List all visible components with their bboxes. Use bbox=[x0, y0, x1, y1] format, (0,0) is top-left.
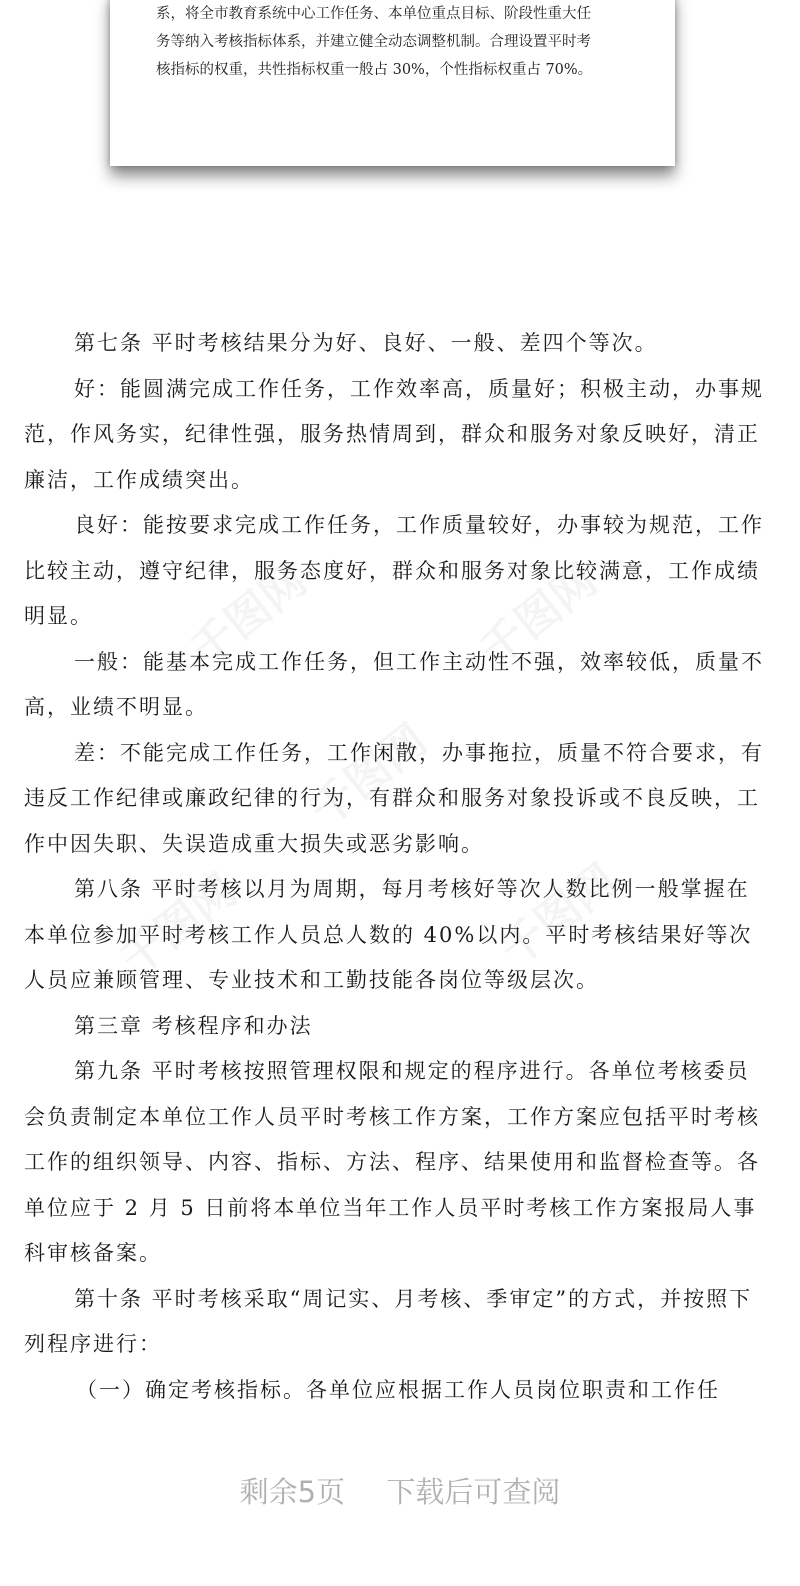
grade-fairly-good: 良好：能按要求完成工作任务，工作质量较好，办事较为规范，工作比较主动，遵守纪律，服务态度好，群众和服务对象比较满意，工作成绩明显。 bbox=[24, 513, 764, 628]
article-9: 第九条 平时考核按照管理权限和规定的程序进行。各单位考核委员会负责制定本单位工作人员平时考核工作方案，工作方案应包括平时考核工作的组织领导、内容、指标、方法、程序、结果使用和监督检查等。各单位应于 2 月 5 日前将本单位当年工作人员平时考核工作方案报局人事科审核备案。 bbox=[24, 1059, 760, 1265]
article-10: 第十条 平时考核采取“周记实、月考核、季审定”的方式，并按照下列程序进行： bbox=[24, 1286, 753, 1356]
chapter-3-heading: 第三章 考核程序和办法 bbox=[74, 1013, 313, 1038]
watermark: 千图网 bbox=[301, 714, 437, 837]
text-line: 系，将全市教育系统中心工作任务、本单位重点目标、阶段性重大任 bbox=[156, 6, 591, 22]
watermark: 千图网 bbox=[181, 554, 317, 677]
grade-average: 一般：能基本完成工作任务，但工作主动性不强，效率较低，质量不高，业绩不明显。 bbox=[24, 649, 764, 719]
previous-page-card bbox=[110, 0, 675, 166]
article-7: 第七条 平时考核结果分为好、良好、一般、差四个等次。 bbox=[74, 331, 658, 355]
download-prompt[interactable] bbox=[0, 1470, 800, 1511]
previous-page-text bbox=[156, 0, 636, 84]
grade-good: 好：能圆满完成工作任务，工作效率高，质量好；积极主动，办事规范，作风务实，纪律性强，服务热情周到，群众和服务对象反映好，清正廉洁，工作成绩突出。 bbox=[24, 376, 764, 492]
remaining-pages-label: 剩余5页 bbox=[239, 1475, 346, 1509]
watermark: 千图网 bbox=[111, 864, 247, 987]
text-line: 务等纳入考核指标体系，并建立健全动态调整机制。合理设置平时考 bbox=[156, 34, 591, 50]
article-8: 第八条 平时考核以月为周期，每月考核好等次人数比例一般掌握在本单位参加平时考核工作人员总人数的 40%以内。平时考核结果好等次人员应兼顾管理、专业技术和工勤技能各岗位等级层次。 bbox=[24, 877, 753, 992]
item-1: （一）确定考核指标。各单位应根据工作人员岗位职责和工作任 bbox=[76, 1377, 720, 1402]
watermark: 千图网 bbox=[471, 554, 607, 677]
document-body bbox=[24, 321, 769, 1413]
text-line: 核指标的权重，共性指标权重一般占 30%，个性指标权重占 70%。 bbox=[156, 62, 593, 78]
download-to-view-label[interactable]: 下载后可查阅 bbox=[386, 1475, 561, 1509]
watermark: 千图网 bbox=[491, 854, 627, 977]
grade-poor: 差：不能完成工作任务，工作闲散，办事拖拉，质量不符合要求，有违反工作纪律或廉政纪律的行为，有群众和服务对象投诉或不良反映，工作中因失职、失误造成重大损失或恶劣影响。 bbox=[24, 740, 764, 856]
